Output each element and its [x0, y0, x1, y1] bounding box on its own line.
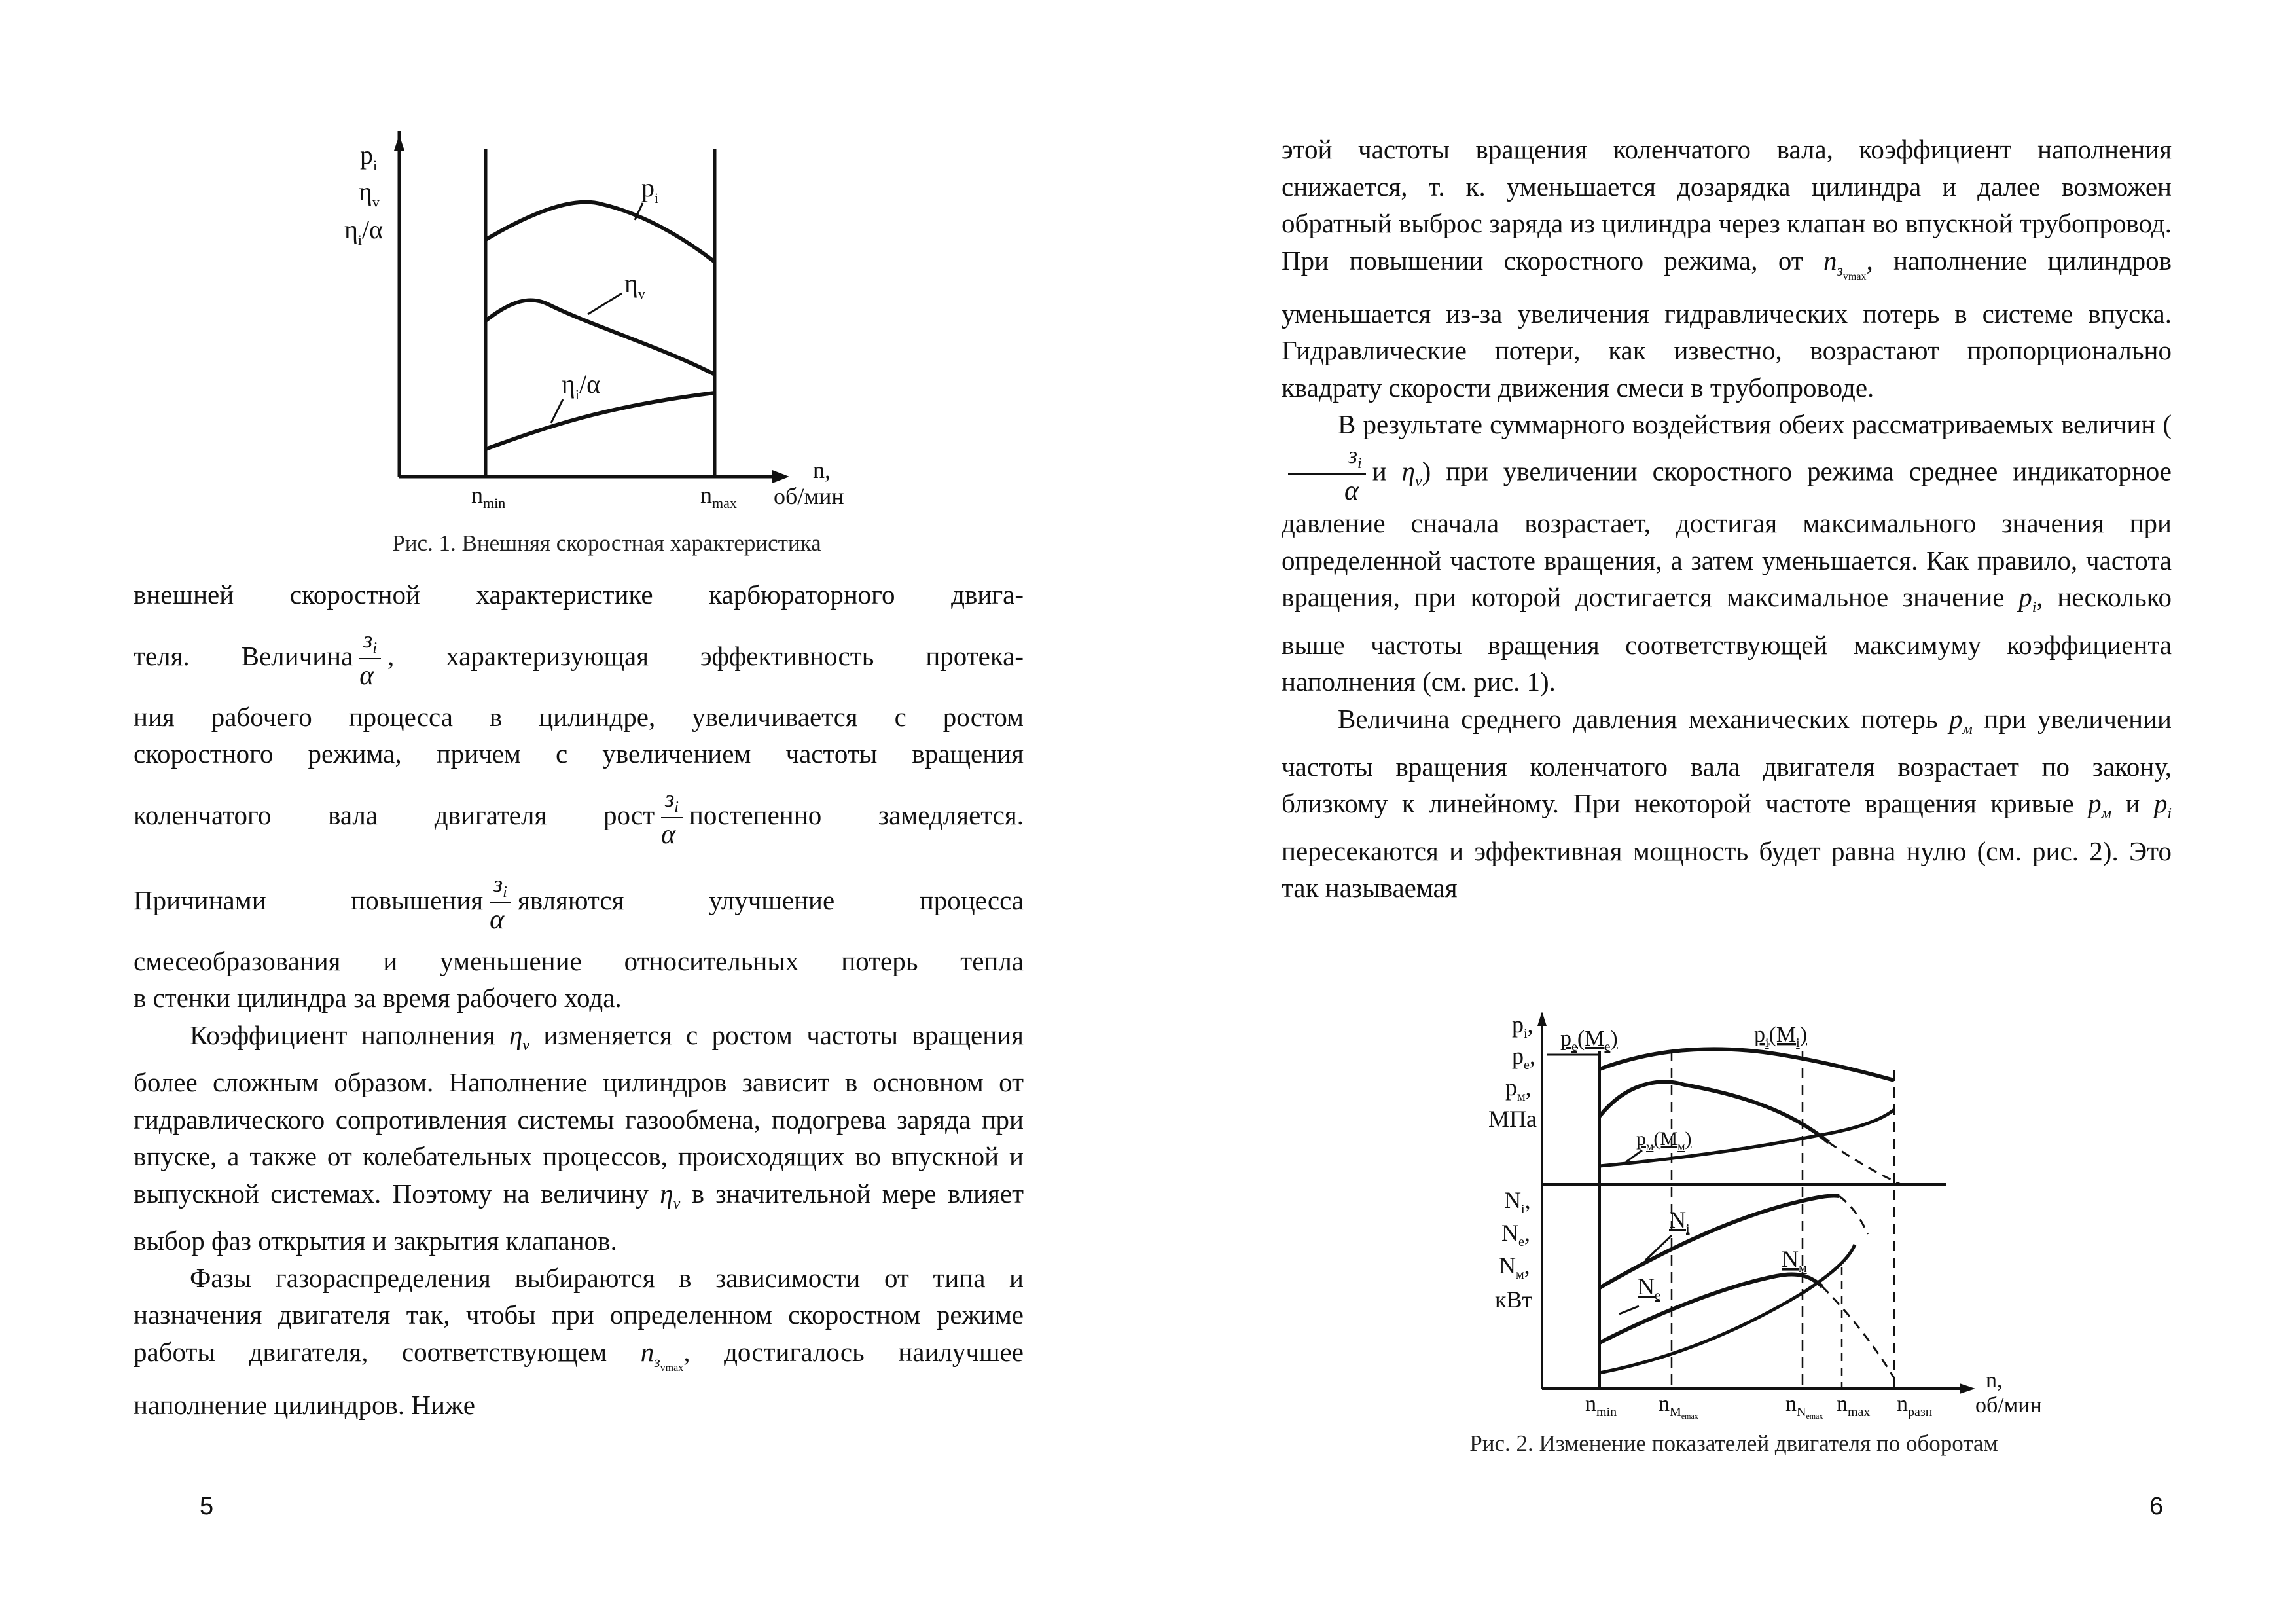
- fig2-y-label-pm: $p_м$,: [1505, 1074, 1532, 1104]
- p1-line7: смесеобразования и уменьшение относительных потерь тепла: [134, 945, 1024, 976]
- fig1-x-unit-n: n,: [813, 457, 831, 483]
- fig2-tick-nmin: $n_{min}$: [1585, 1392, 1617, 1419]
- fig2-label-pe-me: $p_e(M_e)$: [1560, 1027, 1618, 1054]
- figure-1-caption: Рис. 1. Внешняя скоростная характеристика: [392, 530, 821, 556]
- fig2-y-label-ni: $N_i$,: [1504, 1187, 1531, 1216]
- p1-line1: внешней скоростной характеристике карбюраторного двига-: [134, 579, 1024, 610]
- fig1-x-unit: об/мин: [774, 483, 844, 509]
- fraction-zi-alpha: $\frac{з_i}{\alpha}$: [490, 872, 511, 934]
- fraction-zi-alpha: $\frac{з_i}{\alpha}$: [661, 787, 683, 848]
- fig2-curve-pi: [1600, 1049, 1894, 1080]
- fig1-tick-nmax: $n_{max}$: [700, 482, 737, 511]
- fig1-label-eta-alpha: $\eta_i/\alpha$: [562, 369, 601, 403]
- p1-line2: теля. Величина $\frac{з_i}{\alpha}$ , характеризующая эффективность протека-: [134, 627, 1024, 691]
- p1-line3: ния рабочего процесса в цилиндре, увеличивается с ростом: [134, 701, 1024, 732]
- fig1-y-arrow: [394, 135, 404, 151]
- right-paragraph-1: этой частоты вращения коленчатого вала, коэффициент наполнения снижается, т. к. уменьшается дозарядка цилиндра и далее возможен обратный выброс заряда из цилиндра через клапан во впускной трубопровод. При повышении скоростного режима, от $n_{з_{vmax}}$, наполнение цилиндров уменьшается из-за увеличения гидравлических потерь в системе впуска. Гидравлические потери, как известно, возрастают пропорционально квадрату скорости движения смеси в трубопроводе.: [1282, 134, 2172, 403]
- fig2-tick-nmax: $n_{max}$: [1837, 1392, 1871, 1419]
- fig2-label-nm: $N_м$: [1782, 1246, 1807, 1275]
- fig1-curve-pi: [486, 202, 715, 262]
- figure-2-chart: [1397, 1012, 2071, 1431]
- fig1-curve-eta-alpha: [486, 393, 715, 449]
- fig2-y-label-mpa: МПа: [1488, 1106, 1537, 1132]
- fig2-label-pm-mm: $p_м(M_м)$: [1636, 1128, 1692, 1153]
- fig2-y-label-kw: кВт: [1495, 1286, 1533, 1313]
- right-page: [1148, 0, 2296, 1623]
- left-text-column: [134, 576, 1024, 1424]
- fig2-x-unit-n: n,: [1986, 1368, 2003, 1393]
- p1-line8: в стенки цилиндра за время рабочего хода.: [134, 983, 622, 1013]
- figure-1-chart: [314, 131, 890, 524]
- fraction-zi-alpha: $\frac{з_i}{\alpha}$: [359, 628, 381, 689]
- p1-line4: скоростного режима, причем с увеличением частоты вращения: [134, 739, 1024, 769]
- fig2-y-label-ne: $N_e$,: [1501, 1220, 1530, 1249]
- fraction-zi-alpha: $\frac{з_i}{\alpha}$: [1288, 443, 1366, 505]
- fig2-y-label-pe: $p_e$,: [1512, 1043, 1535, 1072]
- p1-line5: коленчатого вала двигателя рост $\frac{з_i}{\alpha}$ постепенно замедляется.: [134, 786, 1024, 850]
- fig1-label-pi: $p_i$: [641, 173, 659, 206]
- paragraph-3: Фазы газораспределения выбираются в зависимости от типа и назначения двигателя так, чтобы при определенном скоростном режиме работы двигателя, соответствующем $n_{з_{vmax}}$, достигалось наилучшее наполнение цилиндров. Ниже: [134, 1262, 1024, 1421]
- right-text-column: [1282, 131, 2172, 907]
- right-paragraph-3: Величина среднего давления механических потерь $p_м$ при увеличении частоты вращения коленчатого вала двигателя возрастает по закону, близкому к линейному. При некоторой частоте вращения кривые $p_м$ и $p_i$ пересекаются и эффективная мощность будет равна нулю (см. рис. 2). Это так называемая: [1282, 703, 2172, 903]
- fig1-x-arrow: [772, 470, 789, 483]
- fig2-label-pi-mi: $p_i(M_i)$: [1754, 1023, 1808, 1050]
- figure-2-caption: Рис. 2. Изменение показателей двигателя по оборотам: [1469, 1431, 1998, 1456]
- fig1-y-label-eta-alpha: $\eta_i/\alpha$: [344, 215, 384, 248]
- paragraph-2: Коэффициент наполнения $\eta_v$ изменяется с ростом частоты вращения более сложным образом. Наполнение цилиндров зависит в основном от гидравлического сопротивления системы газообмена, подогрева заряда при впуске, а также от колебательных процессов, происходящих во впускной и выпускной системах. Поэтому на величину $\eta_v$ в значительной мере влияет выбор фаз открытия и закрытия клапанов.: [134, 1019, 1024, 1256]
- fig2-tick-nne: $n_Nemax$: [1785, 1392, 1823, 1421]
- fig2-y-label-pi: $p_i$,: [1512, 1012, 1534, 1041]
- fig1-label-eta-v: $\eta_v$: [624, 268, 645, 302]
- fig1-y-label-eta-v: $\eta_v$: [359, 177, 380, 210]
- fig1-curve-eta-v: [486, 300, 715, 374]
- fig2-tick-nrazn: $n_{разн}$: [1897, 1392, 1933, 1419]
- fig2-curve-pe: [1600, 1082, 1829, 1142]
- right-paragraph-2: В результате суммарного воздействия обеих рассматриваемых величин ( $\frac{з_i}{\alpha}$ и $\eta_v$) при увеличении скоростного режима среднее индикаторное давление сначала возрастает, достигая максимального значения при определенной частоте вращения, а затем уменьшается. Как правило, частота вращения, при которой достигается максимальное значение $p_i$, несколько выше частоты вращения соответствующей максимуму коэффициента наполнения (см. рис. 1).: [1282, 409, 2172, 697]
- fig2-tick-nme: $n_Memax$: [1659, 1392, 1698, 1421]
- fig2-label-ni: $N_i$: [1669, 1207, 1690, 1236]
- p1-line6: Причинами повышения $\frac{з_i}{\alpha}$ являются улучшение процесса: [134, 871, 1024, 936]
- page-number-left: 5: [200, 1493, 214, 1520]
- fig1-tick-nmin: $n_{min}$: [471, 482, 506, 511]
- fig2-label-ne: $N_e$: [1638, 1273, 1660, 1303]
- fig2-y-label-nm: $N_м$,: [1499, 1252, 1530, 1282]
- fig2-curve-nm: [1600, 1245, 1855, 1373]
- fig1-y-label-p: $p_i$: [360, 140, 378, 173]
- page-number-right: 6: [2149, 1493, 2164, 1520]
- fig2-x-unit: об/мин: [1975, 1393, 2042, 1417]
